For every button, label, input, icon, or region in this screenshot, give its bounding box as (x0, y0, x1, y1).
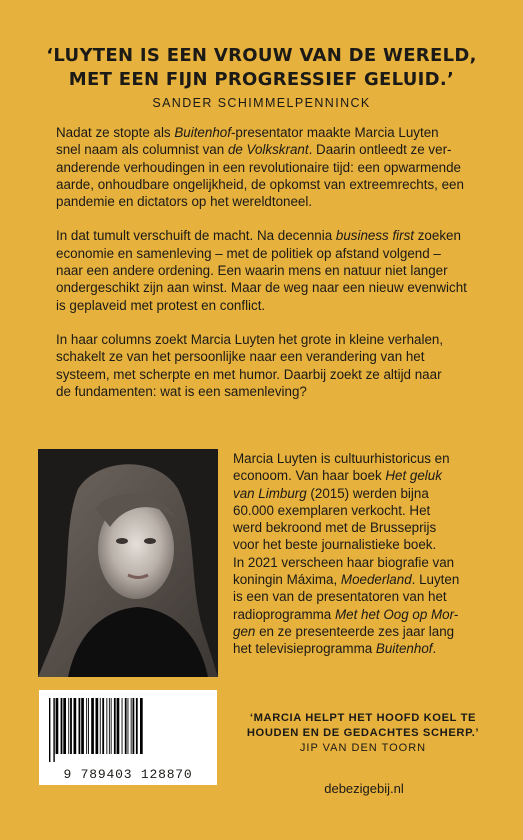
italic-text: Moederland (340, 572, 412, 588)
bio-line (233, 485, 483, 502)
author-portrait-image (38, 449, 218, 677)
italic-text: business first (335, 228, 415, 244)
bottom-quote-line-2: HOUDEN EN DE GEDACHTES SCHERP.’ (246, 726, 480, 739)
blurb-line (56, 124, 476, 141)
bio-line (233, 467, 483, 484)
text-run: het televisieprogramma (233, 641, 376, 657)
barcode-bar (102, 698, 104, 754)
italic-text: Het geluk (385, 468, 442, 484)
top-quote-author: SANDER SCHIMMELPENNINCK (152, 96, 371, 110)
bio-line (233, 571, 483, 588)
barcode-bar (88, 698, 89, 754)
blurb-paragraph (56, 227, 476, 313)
barcode-bar (86, 698, 87, 754)
isbn-number: 9 789403 128870 (63, 767, 193, 782)
italic-text: de Volkskrant (227, 142, 309, 158)
text-run: Nadat ze stopte als (56, 125, 175, 140)
text-run: anderende verhoudingen in een revolutionaire tijd: een opwarmende (56, 159, 461, 175)
blurb-line (56, 193, 476, 210)
barcode-bar (74, 698, 77, 754)
barcode-bar (106, 698, 107, 754)
text-run: . (432, 641, 437, 657)
barcode-bar (128, 698, 129, 754)
barcode-bar (81, 698, 84, 754)
blurb-line (56, 348, 476, 365)
text-run: is een van de presentatoren van het (233, 589, 447, 605)
text-run: is geplaveid met protest en conflict. (56, 297, 266, 313)
barcode-bar (91, 698, 94, 754)
text-run: ondergeschikt zijn aan winst. Maar de weg naar een nieuw evenwicht (56, 280, 467, 296)
text-run: Marcia Luyten is cultuurhistoricus en (233, 451, 450, 466)
barcode-bar (53, 698, 54, 762)
blurb-line (56, 279, 476, 296)
bottom-quote-author: JIP VAN DEN TOORN (299, 742, 427, 754)
text-run: koningin Máxima, (233, 572, 341, 588)
text-run: (2015) werden bijna (306, 485, 429, 501)
bio-line (233, 588, 483, 605)
top-quote-line-2: MET EEN FIJN PROGRESSIEF GELUID.’ (68, 69, 455, 90)
text-run: naar een andere ordening. Een waarin mens en natuur niet langer (56, 263, 448, 279)
blurb-line (56, 297, 476, 314)
barcode-bar (109, 698, 110, 754)
bio-line (233, 536, 483, 553)
barcode-bar (136, 698, 138, 754)
barcode-bar (100, 698, 101, 754)
italic-text: van Limburg (233, 485, 307, 501)
text-run: en ze presenteerde zes jaar lang (255, 623, 455, 639)
barcode-bar (70, 698, 72, 754)
text-run: In haar columns zoekt Marcia Luyten het grote in kleine verhalen, (56, 331, 444, 347)
blurb-line (56, 366, 476, 383)
text-run: systeem, met scherpte en met humor. Daarbij zoekt ze altijd naar (56, 366, 442, 382)
text-run: In 2021 verscheen haar biografie van (233, 554, 455, 570)
bio-line (233, 640, 483, 657)
italic-text: gen (233, 623, 256, 639)
barcode-bar (140, 698, 143, 754)
text-run: radioprogramma (233, 606, 335, 622)
text-run: . Luyten (411, 572, 460, 588)
publisher-website: debezigebij.nl (324, 781, 404, 796)
text-run: -presentator maakte Marcia Luyten (230, 125, 439, 140)
barcode-bars (45, 698, 211, 762)
text-run: pandemie en dictators op het wereldtoneel. (56, 194, 313, 210)
italic-text: Met het Oog op Mor- (334, 606, 459, 622)
barcode-bar (125, 698, 127, 754)
bio-line (233, 623, 483, 640)
text-run: snel naam als columnist van (56, 142, 228, 158)
bottom-quote (243, 711, 483, 740)
blurb-line (56, 176, 476, 193)
author-photo (38, 449, 218, 677)
bio-line (233, 519, 483, 536)
barcode-bar (131, 698, 132, 754)
bottom-quote-line-1: ‘MARCIA HELPT HET HOOFD KOEL TE (249, 712, 477, 724)
text-run: zoeken (414, 228, 461, 244)
text-run: de fundamenten: wat is een samenleving? (56, 383, 307, 399)
author-bio (233, 450, 483, 658)
barcode-bar (63, 698, 66, 754)
text-run: economie en samenleving – met de politiek op afstand volgend – (56, 245, 441, 261)
blurb-line (56, 141, 476, 158)
blurb-paragraph (56, 124, 476, 210)
barcode-bar (133, 698, 135, 754)
bio-line (233, 554, 483, 571)
barcode-bar (117, 698, 120, 754)
blurb-line (56, 262, 476, 279)
blurb-line (56, 227, 476, 244)
top-quote (30, 44, 493, 92)
barcode-bar (61, 698, 63, 754)
isbn-barcode (39, 690, 217, 785)
barcode-bar (96, 698, 99, 754)
text-run: 60.000 exemplaren verkocht. Het (233, 502, 431, 518)
text-run: In dat tumult verschuift de macht. Na decennia (56, 228, 336, 244)
blurb-text (56, 124, 476, 417)
text-run: schakelt ze van het persoonlijke naar een verandering van het (56, 349, 425, 365)
bio-line (233, 606, 483, 623)
top-quote-line-1: ‘LUYTEN IS EEN VROUW VAN DE WERELD, (46, 45, 477, 66)
italic-text: Buitenhof (375, 641, 433, 657)
bio-line (233, 502, 483, 519)
barcode-bar (114, 698, 116, 754)
blurb-line (56, 331, 476, 348)
barcode-bar (68, 698, 69, 754)
text-run: . Daarin ontleedt ze ver- (308, 142, 452, 158)
barcode-bar (111, 698, 112, 754)
text-run: aarde, onhoudbare ongelijkheid, de opkomst van extreemrechts, een (56, 176, 464, 192)
barcode-bar (122, 698, 123, 754)
text-run: voor het beste journalistieke boek. (233, 537, 437, 553)
text-run: econoom. Van haar boek (233, 468, 386, 484)
italic-text: Buitenhof (174, 125, 231, 140)
barcode-bar (49, 698, 50, 762)
bio-line (233, 450, 483, 467)
barcode-bar (56, 698, 59, 754)
text-run: werd bekroond met de Brusseprijs (233, 520, 437, 536)
blurb-line (56, 245, 476, 262)
blurb-paragraph (56, 331, 476, 400)
blurb-line (56, 383, 476, 400)
blurb-line (56, 159, 476, 176)
barcode-bar (79, 698, 81, 754)
